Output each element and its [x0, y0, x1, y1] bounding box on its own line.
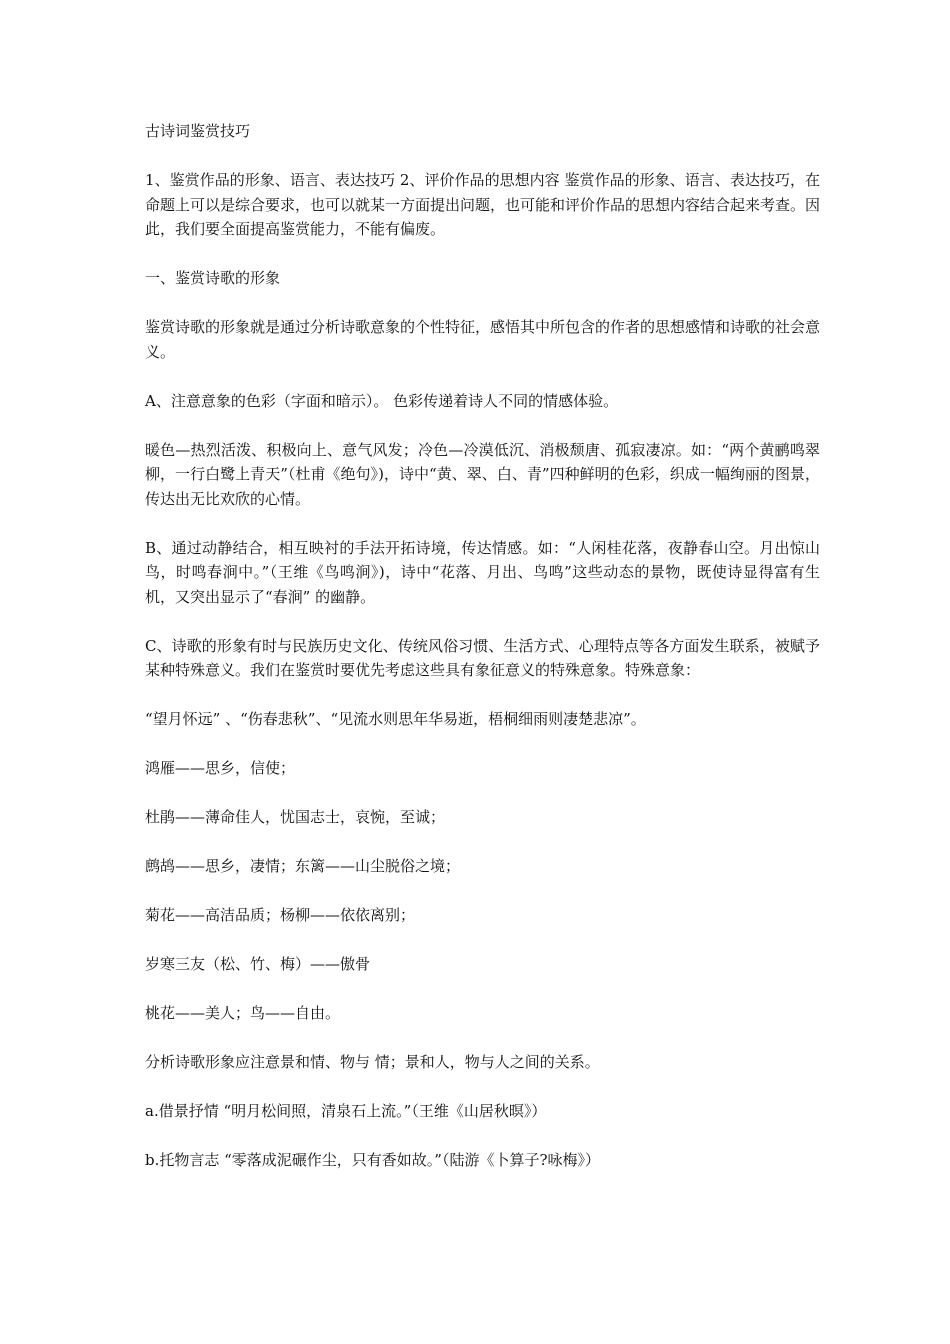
- imagery-item: 鹧鸪——思乡，凄情；东篱——山尘脱俗之境；: [145, 857, 461, 875]
- paragraph: 暖色—热烈活泼、积极向上、意气风发；冷色—冷漠低沉、消极颓唐、孤寂凄凉。如：“两个黄鹂鸣翠柳，一行白鹭上青天”（杜甫《绝句》)，诗中“黄、翠、白、青”四种鲜明的色彩，织成一幅绚丽的图景，传达出无比欢欣的心情。: [145, 440, 820, 508]
- example-item: a.借景抒情 “明月松间照，清泉石上流。”（王维《山居秋暝》）: [145, 1102, 547, 1120]
- example-item: b.托物言志 “零落成泥碾作尘，只有香如故。”（陆游《卜算子?咏梅》）: [145, 1151, 601, 1169]
- imagery-item: 菊花——高洁品质；杨柳——依依离别；: [145, 906, 416, 924]
- paragraph: C、诗歌的形象有时与民族历史文化、传统风俗习惯、生活方式、心理特点等各方面发生联系，被赋予某种特殊意义。我们在鉴赏时要优先考虑这些具有象征意义的特殊意象。特殊意象：: [145, 636, 820, 679]
- paragraph: “望月怀远” 、“伤春悲秋”、“见流水则思年华易逝，梧桐细雨则凄楚悲凉”。: [145, 710, 646, 728]
- document-title: 古诗词鉴赏技巧: [145, 122, 251, 140]
- paragraph: 分析诗歌形象应注意景和情、物与 情；景和人，物与人之间的关系。: [145, 1053, 600, 1071]
- imagery-item: 岁寒三友（松、竹、梅）——傲骨: [145, 955, 371, 973]
- paragraph: A、注意意象的色彩（字面和暗示）。 色彩传递着诗人不同的情感体验。: [145, 391, 619, 410]
- imagery-item: 鸿雁——思乡，信使；: [145, 759, 296, 777]
- imagery-item: 桃花——美人；鸟——自由。: [145, 1004, 341, 1022]
- paragraph: B、通过动静结合，相互映衬的手法开拓诗境，传达情感。如：“人闲桂花落，夜静春山空。月出惊山鸟，时鸣春涧中。”（王维《鸟鸣涧》)，诗中“花落、月出、鸟鸣”这些动态的景物，既使诗显得富有生机，又突出显示了“春涧” 的幽静。: [145, 538, 820, 606]
- section-heading: 一、鉴赏诗歌的形象: [145, 269, 281, 287]
- paragraph-overview: 1、鉴赏作品的形象、语言、表达技巧 2、评价作品的思想内容 鉴赏作品的形象、语言、表达技巧，在命题上可以是综合要求，也可以就某一方面提出问题，也可能和评价作品的思想内容结合起来考查。因此，我们要全面提高鉴赏能力，不能有偏废。: [145, 171, 821, 238]
- document-body: [145, 119, 820, 1197]
- imagery-item: 杜鹃——薄命佳人，忧国志士，哀惋，至诚；: [145, 808, 446, 826]
- paragraph: 鉴赏诗歌的形象就是通过分析诗歌意象的个性特征，感悟其中所包含的作者的思想感情和诗歌的社会意义。: [145, 318, 821, 361]
